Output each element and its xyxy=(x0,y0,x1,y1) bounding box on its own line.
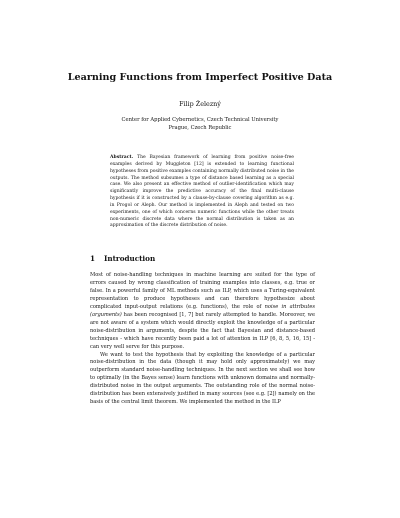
section-body xyxy=(90,272,315,407)
paragraph-1-emphasis: noise in attributes (arguments) xyxy=(90,303,315,318)
section-number: 1 xyxy=(90,254,96,263)
abstract-label: Abstract. xyxy=(110,155,134,160)
paper-title: Learning Functions from Imperfect Positive Data xyxy=(67,72,333,83)
affiliation-line-2: Prague, Czech Republic xyxy=(168,125,232,131)
paragraph-1-part-a: Most of noise-handling techniques in machine learning are suited for the type of errors caused by wrong classification of training examples into classes, e.g. true or false. In a powerful family of ML methods such as ILP, which uses a Turing-equivalent representation to produce hypotheses and can therefore hypothesize about complicated input-output relations (e.g. functions), the role of xyxy=(90,272,315,310)
paragraph-1 xyxy=(90,272,315,352)
paragraph-1-part-b: has been recognised [1, 7] but rarely attempted to handle. Moreover, we are not aware of a system which would directly exploit the knowledge of a particular noise-distribution in arguments, despite the fact that Bayesian and distance-based techniques - which have recently been paid a lot of attention in ILP [6, 8, 5, 16, 15] - can very well serve for this purpose. xyxy=(90,311,315,350)
paper-author: Filip Železný xyxy=(179,100,221,108)
abstract xyxy=(110,155,294,230)
section-heading xyxy=(90,254,330,264)
abstract-text: The Bayesian framework of learning from positive noise-free examples derived by Muggleton [12] is extended to learning functional hypotheses from positive examples containing normally distributed noise in the outputs. The method subsumes a type of distance based learning as a special case. We also present an effective method of outlier-identification which may significantly improve the predictive accuracy of the final multi-clause hypothesis if it is constructed by a clause-by-clause covering algorithm as e.g. in Progol or Aleph. Our method is implemented in Aleph and tested on two experiments, one of which concerns numeric functions while the other treats non-numeric discrete data where the normal distribution is taken as an approximation of the discrete distribution of noise. xyxy=(110,155,294,229)
section-title: Introduction xyxy=(104,254,156,263)
paper-affiliation xyxy=(60,116,340,132)
paragraph-2: We want to test the hypothesis that by exploiting the knowledge of a particular noise-distribution in the data (though it may hold only approximately) we may outperform standard noise-handling techniques. In the next section we shall see how to optimally (in the Bayes sense) learn functions with unknown domains and normally-distributed noise in the output arguments. The outstanding role of the normal noise-distribution has been extensively justified in many sources (see e.g. [2]) namely on the basis of the central limit theorem. We implemented the method in the ILP xyxy=(90,351,315,406)
affiliation-line-1: Center for Applied Cybernetics, Czech Technical University xyxy=(121,117,279,123)
